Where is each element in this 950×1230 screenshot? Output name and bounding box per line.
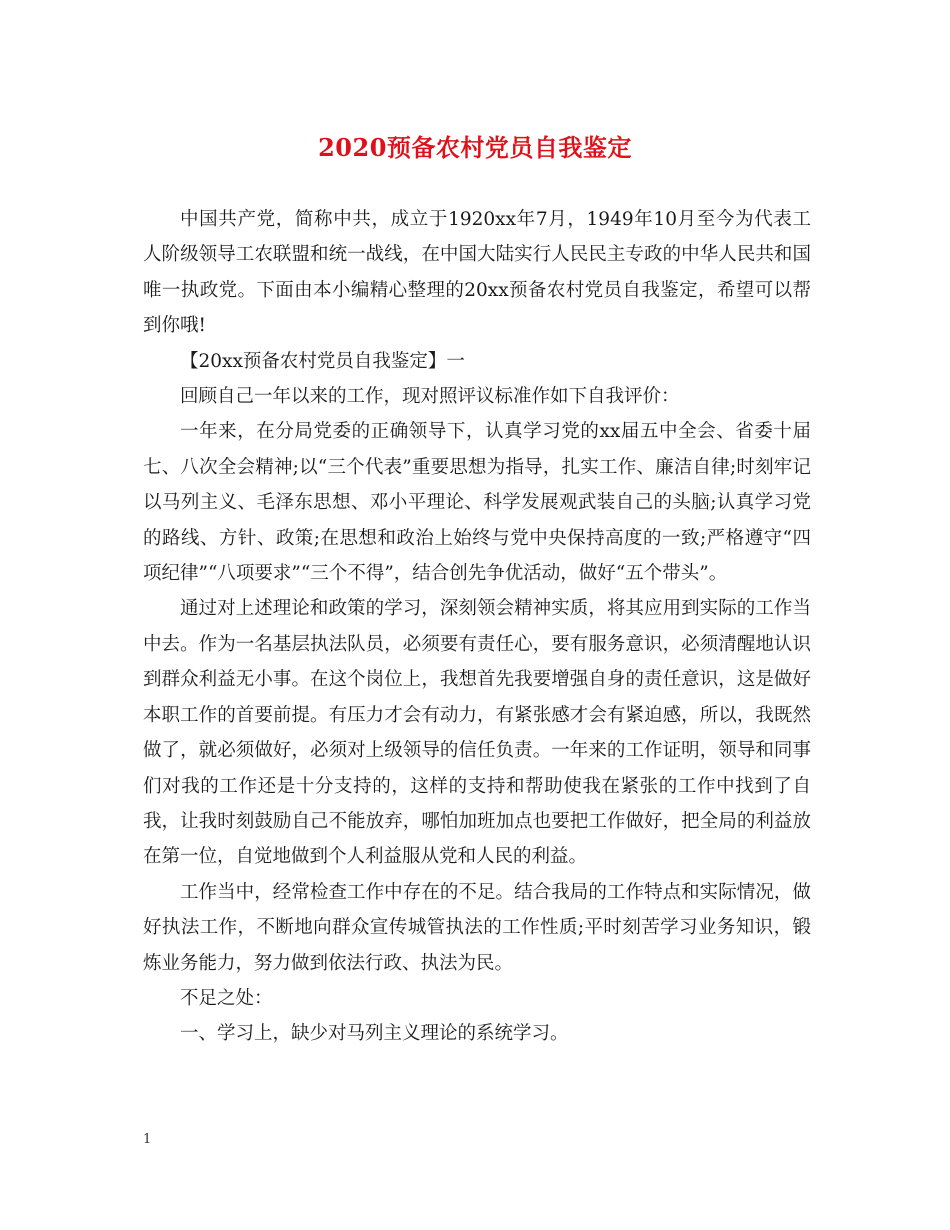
intro-paragraph: 中国共产党，简称中共，成立于1920xx年7月，1949年10月至今为代表工人阶级领导工农联盟和统一战线，在中国大陆实行人民民主专政的中华人民共和国唯一执政党。下面由本小编精心整理的20xx预备农村党员自我鉴定，希望可以帮到你哦!: [143, 209, 811, 337]
shortcomings-heading: 不足之处：: [180, 987, 273, 1009]
study-paragraph: 一年来，在分局党委的正确领导下，认真学习党的xx届五中全会、省委十届七、八次全会精神;以“三个代表”重要思想为指导，扎实工作、廉洁自律;时刻牢记以马列主义、毛泽东思想、邓小平理论、科学发展观武装自己的头脑;认真学习党的路线、方针、政策;在思想和政治上始终与党中央保持高度的一致;严格遵守“四项纪律”“八项要求”“三个不得”，结合创先争优活动，做好“五个带头”。: [143, 421, 811, 585]
page-number: 1: [143, 1132, 152, 1147]
work-paragraph: 通过对上述理论和政策的学习，深刻领会精神实质，将其应用到实际的工作当中去。作为一名基层执法队员，必须要有责任心，要有服务意识，必须清醒地认识到群众利益无小事。在这个岗位上，我想首先我要增强自身的责任意识，这是做好本职工作的首要前提。有压力才会有动力，有紧张感才会有紧迫感，所以，我既然做了，就必须做好，必须对上级领导的信任负责。一年来的工作证明，领导和同事们对我的工作还是十分支持的，这样的支持和帮助使我在紧张的工作中找到了自我，让我时刻鼓励自己不能放弃，哪怕加班加点也要把工作做好，把全局的利益放在第一位，自觉地做到个人利益服从党和人民的利益。: [143, 598, 811, 868]
document-body: [143, 202, 811, 1052]
shortcoming-item: 一、学习上，缺少对马列主义理论的系统学习。: [180, 1023, 569, 1045]
review-paragraph: 回顾自己一年以来的工作，现对照评议标准作如下自我评价：: [180, 386, 680, 408]
section-heading: 【20xx预备农村党员自我鉴定】一: [180, 350, 465, 372]
document-title: 2020预备农村党员自我鉴定: [318, 133, 632, 162]
inspection-paragraph: 工作当中，经常检查工作中存在的不足。结合我局的工作特点和实际情况，做好执法工作，不断地向群众宣传城管执法的工作性质;平时刻苦学习业务知识，锻炼业务能力，努力做到依法行政、执法为民。: [143, 881, 811, 974]
